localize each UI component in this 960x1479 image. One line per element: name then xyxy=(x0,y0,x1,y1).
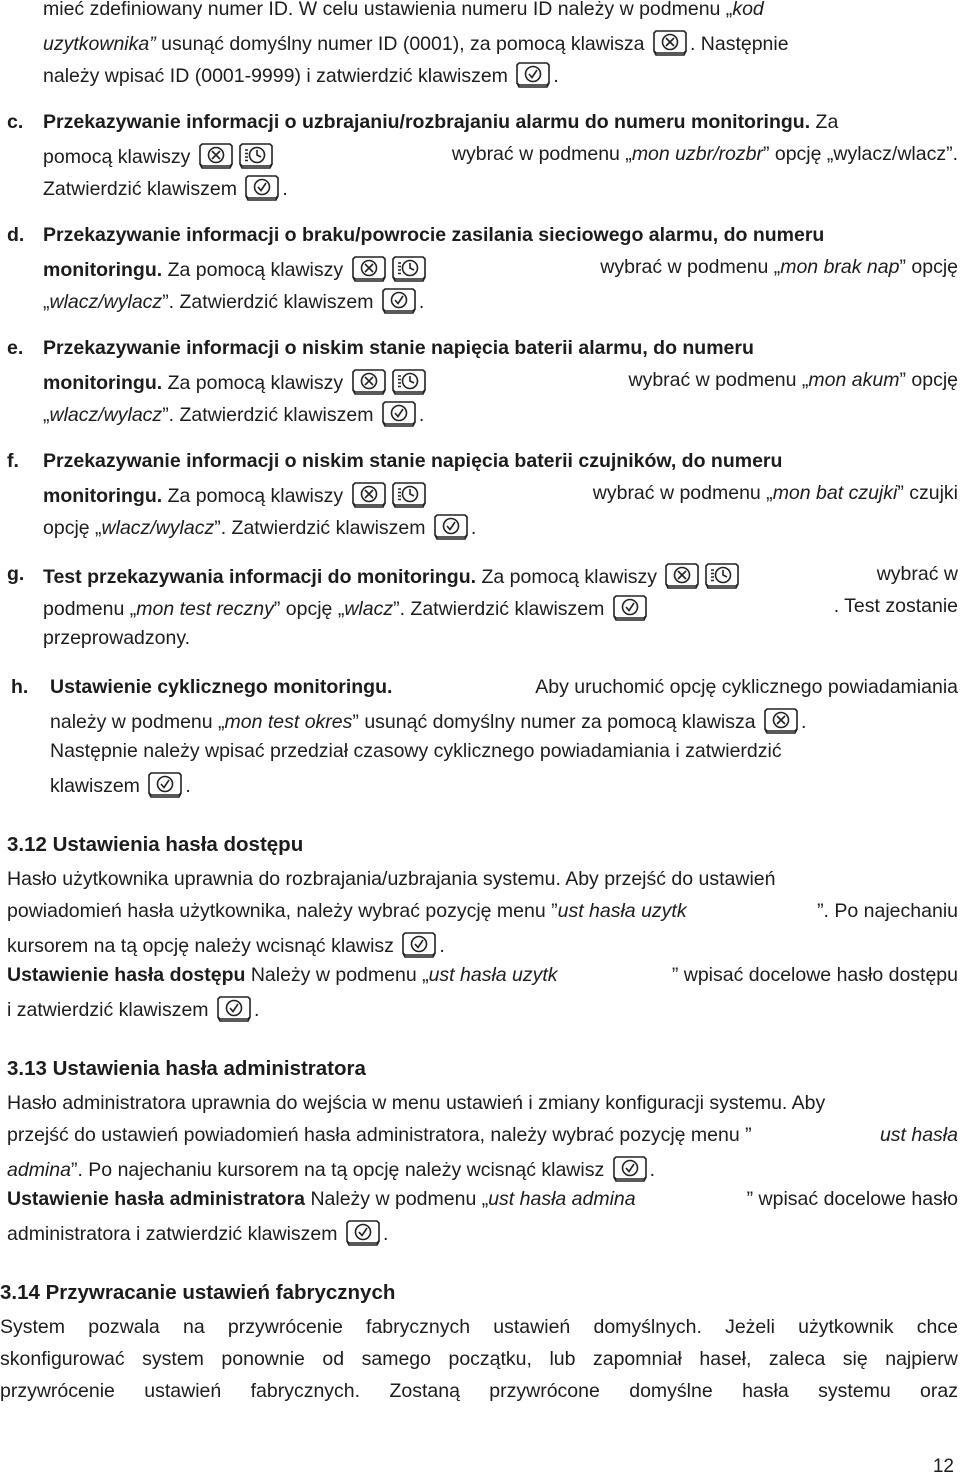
text-span: 3.13 Ustawienia hasła administratora xyxy=(7,1057,366,1080)
word: się xyxy=(842,1348,868,1370)
item-heading: Przekazywanie informacji o niskim stanie napięcia baterii czujników, do numeru xyxy=(43,450,783,472)
text-span: Następnie należy wpisać przedział czasowy cyklicznego powiadamiania i zatwierdzić xyxy=(50,740,782,762)
text-span: mon uzbr/rozbr xyxy=(631,143,763,165)
section-heading-3-14 xyxy=(0,1280,395,1306)
text-span: ”. Po najechaniu xyxy=(817,900,958,922)
text-span: i zatwierdzić klawiszem xyxy=(7,999,214,1021)
text-span: mon test okres xyxy=(224,711,353,733)
text-span: klawiszem xyxy=(50,775,146,797)
text-span: 3.14 Przywracanie ustawień fabrycznych xyxy=(0,1281,396,1304)
text-span: . Test zostanie xyxy=(833,595,958,617)
section-heading-3-13 xyxy=(7,1056,366,1082)
word: oraz xyxy=(920,1380,958,1402)
text xyxy=(7,898,687,924)
cancel-key-icon xyxy=(351,480,387,508)
intro-line-3 xyxy=(43,60,559,89)
text xyxy=(452,141,958,170)
text-span: opcję „ xyxy=(43,517,102,539)
item-e-line-1 xyxy=(43,335,754,361)
text-span: wybrać w podmenu „ xyxy=(451,143,632,165)
text-span: . Następnie xyxy=(689,33,789,55)
item-heading: monitoringu. xyxy=(43,372,163,394)
confirm-key-icon xyxy=(612,1154,648,1182)
item-label-c xyxy=(7,109,23,135)
word: na xyxy=(183,1316,205,1338)
text-span: e. xyxy=(7,337,24,359)
text xyxy=(43,480,429,509)
clock-key-icon xyxy=(391,480,427,508)
text-span: ”. Zatwierdzić klawiszem xyxy=(214,517,431,539)
item-heading: Przekazywanie informacji o braku/powrocie zasilania sieciowego alarmu, do numeru xyxy=(43,224,825,246)
item-heading: Ustawienie cyklicznego monitoringu. xyxy=(50,676,393,698)
para-3-13-line-1 xyxy=(7,1090,958,1116)
text-span: kod xyxy=(732,0,764,20)
confirm-key-icon xyxy=(381,286,417,314)
text xyxy=(629,367,959,396)
text-span: wybrać w podmenu „ xyxy=(628,369,809,391)
text-span: Należy w podmenu „ xyxy=(245,964,429,986)
text xyxy=(43,561,742,590)
cancel-key-icon xyxy=(664,561,700,589)
text-span: ” opcję xyxy=(899,256,958,278)
item-d-line-3 xyxy=(43,286,424,315)
text-span: ”. Po najechaniu kursorem na tą opcję należy wcisnąć klawisz xyxy=(70,1159,610,1181)
text xyxy=(7,1186,636,1212)
confirm-key-icon xyxy=(515,60,551,88)
text-span: . xyxy=(253,999,260,1021)
cancel-key-icon xyxy=(652,28,688,56)
text-span: c. xyxy=(7,111,24,133)
text-span: . xyxy=(185,775,191,797)
text-span: „ xyxy=(43,291,50,313)
confirm-key-icon xyxy=(433,512,469,540)
text-span: wlacz xyxy=(344,598,394,620)
text-span: mon brak nap xyxy=(780,256,900,278)
text xyxy=(43,367,429,396)
intro-line-2 xyxy=(43,28,958,57)
item-label-d xyxy=(7,222,24,248)
text-span: ust hasła xyxy=(879,1124,958,1146)
text-span: Za pomocą klawiszy xyxy=(162,372,349,394)
text-span: 3.12 Ustawienia hasła dostępu xyxy=(7,833,304,856)
text-span: ”. Zatwierdzić klawiszem xyxy=(393,598,610,620)
text-span: admina xyxy=(7,1159,71,1181)
text-span: . xyxy=(382,1223,389,1245)
para-3-12-line-3 xyxy=(7,930,445,959)
word: fabrycznych. xyxy=(250,1380,361,1402)
item-g-line-2 xyxy=(43,593,958,622)
confirm-key-icon xyxy=(244,173,280,201)
item-f-line-3 xyxy=(43,512,476,541)
text-span: Hasło administratora uprawnia do wejścia w menu ustawień i zmiany konfiguracji systemu. Aby xyxy=(7,1092,826,1114)
item-e-line-2 xyxy=(43,367,958,396)
text-span: wybrać w xyxy=(876,563,958,585)
word: skonfigurować xyxy=(0,1348,125,1370)
clock-key-icon xyxy=(704,561,740,589)
text-span: ” wpisać docelowe hasło xyxy=(746,1188,958,1210)
para-3-14-line-2 xyxy=(0,1346,958,1372)
word: najpierw xyxy=(885,1348,958,1370)
text-span: Za pomocą klawiszy xyxy=(476,566,663,588)
word: pozwala xyxy=(88,1316,160,1338)
clock-key-icon xyxy=(391,254,427,282)
word: lub xyxy=(549,1348,576,1370)
item-heading: Przekazywanie informacji o uzbrajaniu/rozbrajaniu alarmu do numeru monitoringu. xyxy=(43,111,811,133)
text-span: należy wpisać ID (0001-9999) i zatwierdzić klawiszem xyxy=(43,65,514,87)
item-c-line-1 xyxy=(43,109,838,135)
word: chce xyxy=(916,1316,958,1338)
text-span: należy w podmenu „ xyxy=(50,711,225,733)
text-span: „ xyxy=(43,404,50,426)
text-span: ” czujki xyxy=(897,482,958,504)
para-3-12-line-2 xyxy=(7,898,958,924)
word: hasła xyxy=(742,1380,789,1402)
text-span: ” opcję xyxy=(899,369,958,391)
text-span: . xyxy=(282,178,288,200)
item-g-line-3 xyxy=(43,625,190,651)
text-span: Za pomocą klawiszy xyxy=(162,259,349,281)
text-span: . xyxy=(553,65,559,87)
para-3-12-line-1 xyxy=(7,866,958,892)
text-span: uzytkownika” xyxy=(43,33,156,55)
clock-key-icon xyxy=(238,141,274,169)
text xyxy=(43,254,429,283)
text-span: wybrać w podmenu „ xyxy=(600,256,781,278)
cancel-key-icon xyxy=(351,254,387,282)
word: przywrócone xyxy=(489,1380,600,1402)
item-label-h xyxy=(11,674,28,700)
text-span: wybrać w podmenu „ xyxy=(592,482,773,504)
text-span: Zatwierdzić klawiszem xyxy=(43,178,243,200)
item-heading: monitoringu. xyxy=(43,259,163,281)
item-e-line-3 xyxy=(43,399,424,428)
text-span: f. xyxy=(7,450,19,472)
confirm-key-icon xyxy=(381,399,417,427)
text-span: ust hasła admina xyxy=(488,1188,636,1210)
text-span: . xyxy=(470,517,477,539)
text-span: Za pomocą klawiszy xyxy=(162,485,349,507)
text-span: mon bat czujki xyxy=(772,482,898,504)
word: zapomniał xyxy=(592,1348,682,1370)
text-span: . xyxy=(418,291,425,313)
word: przywrócenie xyxy=(227,1316,343,1338)
text-span: . xyxy=(418,404,425,426)
text-span: ust hasła uzytk xyxy=(428,964,558,986)
item-heading: Test przekazywania informacji do monitoringu. xyxy=(43,566,477,588)
text-span: ust hasła uzytk xyxy=(557,900,687,922)
para-3-12-line-4 xyxy=(7,962,958,988)
clock-key-icon xyxy=(391,367,427,395)
para-3-14-line-1 xyxy=(0,1314,958,1340)
confirm-key-icon xyxy=(147,770,183,798)
word: system xyxy=(142,1348,204,1370)
text-span: Ustawienie hasła administratora xyxy=(7,1188,306,1210)
text-span: h. xyxy=(11,676,29,698)
item-label-f xyxy=(7,448,19,474)
text-span: przejść do ustawień powiadomień hasła administratora, należy wybrać pozycję menu ” xyxy=(7,1124,752,1146)
word: systemu xyxy=(818,1380,891,1402)
text-span: ” usunąć domyślny numer za pomocą klawisza xyxy=(352,711,761,733)
word: początku, xyxy=(448,1348,532,1370)
text xyxy=(43,0,764,22)
text-span: ”. Zatwierdzić klawiszem xyxy=(162,404,379,426)
text-span: Aby uruchomić opcję cyklicznego powiadamiania xyxy=(535,676,958,698)
text-span: mieć zdefiniowany numer ID. W celu ustawienia numeru ID należy w podmenu „ xyxy=(43,0,733,20)
text-span: Za xyxy=(810,111,839,133)
text-span: ” wpisać docelowe hasło dostępu xyxy=(671,964,958,986)
text-span: mon test reczny xyxy=(136,598,274,620)
word: fabrycznych xyxy=(366,1316,471,1338)
text-span: Należy w podmenu „ xyxy=(305,1188,489,1210)
text-span: kursorem na tą opcję należy wcisnąć klawisz xyxy=(7,935,400,957)
item-label-g xyxy=(7,561,24,587)
text xyxy=(7,962,558,988)
word: przywrócenie xyxy=(0,1380,115,1402)
item-c-line-3 xyxy=(43,173,288,202)
item-heading: monitoringu. xyxy=(43,485,163,507)
item-d-line-2 xyxy=(43,254,958,283)
para-3-13-line-3 xyxy=(7,1154,655,1183)
text-span: mon akum xyxy=(808,369,900,391)
section-heading-3-12 xyxy=(7,832,303,858)
word: zaleca xyxy=(768,1348,826,1370)
word: samego xyxy=(361,1348,431,1370)
text xyxy=(43,141,276,170)
word: domyślne xyxy=(629,1380,713,1402)
item-f-line-1 xyxy=(43,448,782,474)
para-3-13-line-5 xyxy=(7,1218,388,1247)
text xyxy=(593,480,958,509)
confirm-key-icon xyxy=(612,593,648,621)
word: haseł, xyxy=(699,1348,752,1370)
item-f-line-2 xyxy=(43,480,958,509)
confirm-key-icon xyxy=(216,994,252,1022)
para-3-14-line-3 xyxy=(0,1378,958,1404)
text-span: g. xyxy=(7,563,25,585)
item-h-line-2 xyxy=(50,706,806,735)
item-h-line-3 xyxy=(50,738,782,764)
word: ustawień xyxy=(144,1380,222,1402)
para-3-13-line-2 xyxy=(7,1122,958,1148)
text-span: usunąć domyślny numer ID (0001), za pomocą klawisza xyxy=(155,33,650,55)
text-span: wlacz/wylacz xyxy=(49,404,163,426)
confirm-key-icon xyxy=(345,1218,381,1246)
para-3-12-line-5 xyxy=(7,994,259,1023)
word: Zostaną xyxy=(389,1380,460,1402)
text-span: . xyxy=(649,1159,656,1181)
text-span: podmenu „ xyxy=(43,598,137,620)
item-heading: Przekazywanie informacji o niskim stanie napięcia baterii alarmu, do numeru xyxy=(43,337,754,359)
text-span: pomocą klawiszy xyxy=(43,146,196,168)
word: użytkownik xyxy=(798,1316,894,1338)
text xyxy=(43,593,650,622)
text-span: powiadomień hasła użytkownika, należy wybrać pozycję menu ” xyxy=(7,900,558,922)
text-span: przeprowadzony. xyxy=(43,627,191,649)
item-c-line-2 xyxy=(43,141,958,170)
text-span: ”. Zatwierdzić klawiszem xyxy=(162,291,379,313)
text-span: wlacz/wylacz xyxy=(101,517,215,539)
text-span: . xyxy=(801,711,807,733)
cancel-key-icon xyxy=(351,367,387,395)
item-label-e xyxy=(7,335,23,361)
word: od xyxy=(322,1348,345,1370)
word: System xyxy=(0,1316,66,1338)
word: domyślnych. xyxy=(593,1316,702,1338)
confirm-key-icon xyxy=(401,930,437,958)
intro-line-1 xyxy=(43,0,958,22)
text-span: . xyxy=(439,935,445,957)
text-span: Ustawienie hasła dostępu xyxy=(7,964,246,986)
page-number: 12 xyxy=(932,1456,954,1477)
cancel-key-icon xyxy=(763,706,799,734)
text-span: wlacz/wylacz xyxy=(49,291,163,313)
text xyxy=(600,254,958,283)
text-span: ” opcję „wylacz/wlacz”. xyxy=(762,143,958,165)
cancel-key-icon xyxy=(198,141,234,169)
word: ponownie xyxy=(221,1348,305,1370)
item-g-line-1 xyxy=(43,561,958,590)
item-d-line-1 xyxy=(43,222,824,248)
item-h-line-1 xyxy=(50,674,958,700)
text-span: administratora i zatwierdzić klawiszem xyxy=(7,1223,343,1245)
text-span: d. xyxy=(7,224,25,246)
word: ustawień xyxy=(493,1316,571,1338)
para-3-13-line-4 xyxy=(7,1186,958,1212)
item-h-line-4 xyxy=(50,770,191,799)
text-span: ” opcję „ xyxy=(273,598,345,620)
text-span: Hasło użytkownika uprawnia do rozbrajania/uzbrajania systemu. Aby przejść do ustawień xyxy=(7,868,776,890)
word: Jeżeli xyxy=(725,1316,775,1338)
